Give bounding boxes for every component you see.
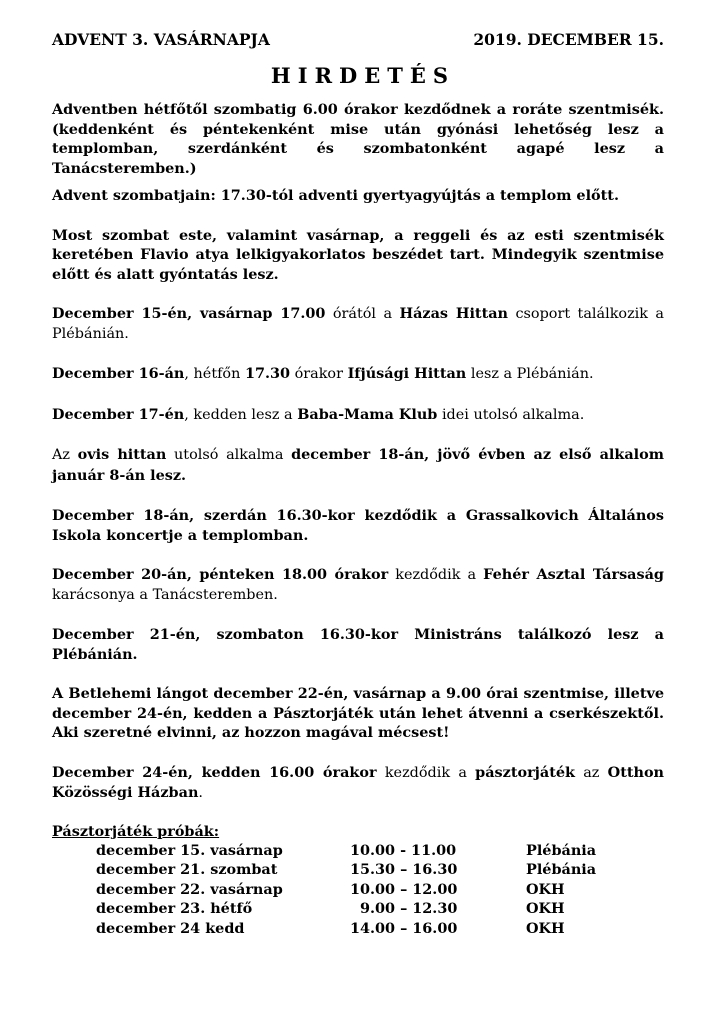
- rehearsal-place: Plébánia: [526, 861, 597, 878]
- rehearsal-date: december 21. szombat: [96, 861, 278, 878]
- table-row: [96, 841, 596, 861]
- rehearsal-time: 14.00 – 16.00: [350, 919, 458, 937]
- rehearsal-place: OKH: [526, 880, 565, 898]
- rehearsal-time: 15.30 – 16.30: [350, 861, 458, 878]
- rehearsal-date: december 23. hétfő: [96, 900, 253, 917]
- notice-marriage-group: December 15-én, vasárnap 17.00 órától a Házas Hittan csoport találkozik a Plébánián.: [52, 305, 664, 342]
- notice-white-table: December 20-án, pénteken 18.00 órakor kezdődik a Fehér Asztal Társaság karácsonya a Tanácsteremben.: [52, 566, 664, 603]
- rehearsal-date: december 22. vasárnap: [96, 880, 283, 898]
- notice-bethlehem-light: A Betlehemi lángot december 22-én, vasárnap a 9.00 órai szentmise, illetve december 24-én, kedden a Pásztorjáték után lehet átvenni a cserkészektől. Aki szeretné elvinni, az hozzon magával mécsest!: [52, 685, 664, 741]
- table-row: [96, 899, 596, 919]
- notice-youth-group: December 16-án, hétfőn 17.30 órakor Ifjúsági Hittan lesz a Plébánián.: [52, 365, 594, 382]
- notice-altar-servers: December 21-én, szombaton 16.30-kor Ministráns találkozó lesz a Plébánián.: [52, 626, 664, 663]
- rehearsal-place: OKH: [526, 900, 565, 917]
- header-left: ADVENT 3. VASÁRNAPJA: [52, 30, 270, 49]
- notice-baby-mama-club: December 17-én, kedden lesz a Baba-Mama Klub idei utolsó alkalma.: [52, 405, 585, 423]
- notice-rorate: Adventben hétfőtől szombatig 6.00 órakor kezdődnek a roráte szentmisék. (keddenként és péntekenként mise után gyónási lehetőség lesz a templomban, szerdánként és szombatonként agapé lesz a Tanácsteremben.): [52, 101, 664, 177]
- notice-school-concert: December 18-án, szerdán 16.30-kor kezdődik a Grassalkovich Általános Iskola koncertje a templomban.: [52, 507, 664, 544]
- page-title: HIRDETÉS: [270, 63, 456, 88]
- rehearsal-time: 10.00 – 12.00: [350, 880, 458, 898]
- rehearsal-time: 9.00 – 12.30: [350, 900, 458, 917]
- rehearsal-date: december 15. vasárnap: [96, 841, 283, 859]
- rehearsal-schedule: [96, 841, 596, 939]
- notice-kindergarten-class: Az ovis hittan utolsó alkalma december 18-án, jövő évben az első alkalom január 8-án lesz.: [52, 446, 664, 484]
- rehearsals-title: Pásztorjáték próbák:: [52, 822, 220, 840]
- rehearsal-place: Plébánia: [526, 841, 597, 859]
- table-row: [96, 919, 596, 939]
- rehearsal-place: OKH: [526, 919, 565, 937]
- table-row: [96, 860, 596, 880]
- notice-nativity-play: December 24-én, kedden 16.00 órakor kezdődik a pásztorjáték az Otthon Közösségi Házban.: [52, 763, 665, 801]
- notice-retreat: Most szombat este, valamint vasárnap, a reggeli és az esti szentmisék keretében Flavio atya lelkigyakorlatos beszédet tart. Mindegyik szentmise előtt és alatt gyóntatás lesz.: [52, 226, 664, 283]
- rehearsal-date: december 24 kedd: [96, 919, 245, 937]
- header: [52, 30, 664, 49]
- table-row: [96, 880, 596, 900]
- notice-candle-lighting: Advent szombatjain: 17.30-tól adventi gyertyagyújtás a templom előtt.: [52, 187, 619, 204]
- rehearsal-time: 10.00 - 11.00: [350, 841, 457, 859]
- announcement-page: [52, 30, 664, 938]
- header-date: 2019. DECEMBER 15.: [473, 30, 664, 49]
